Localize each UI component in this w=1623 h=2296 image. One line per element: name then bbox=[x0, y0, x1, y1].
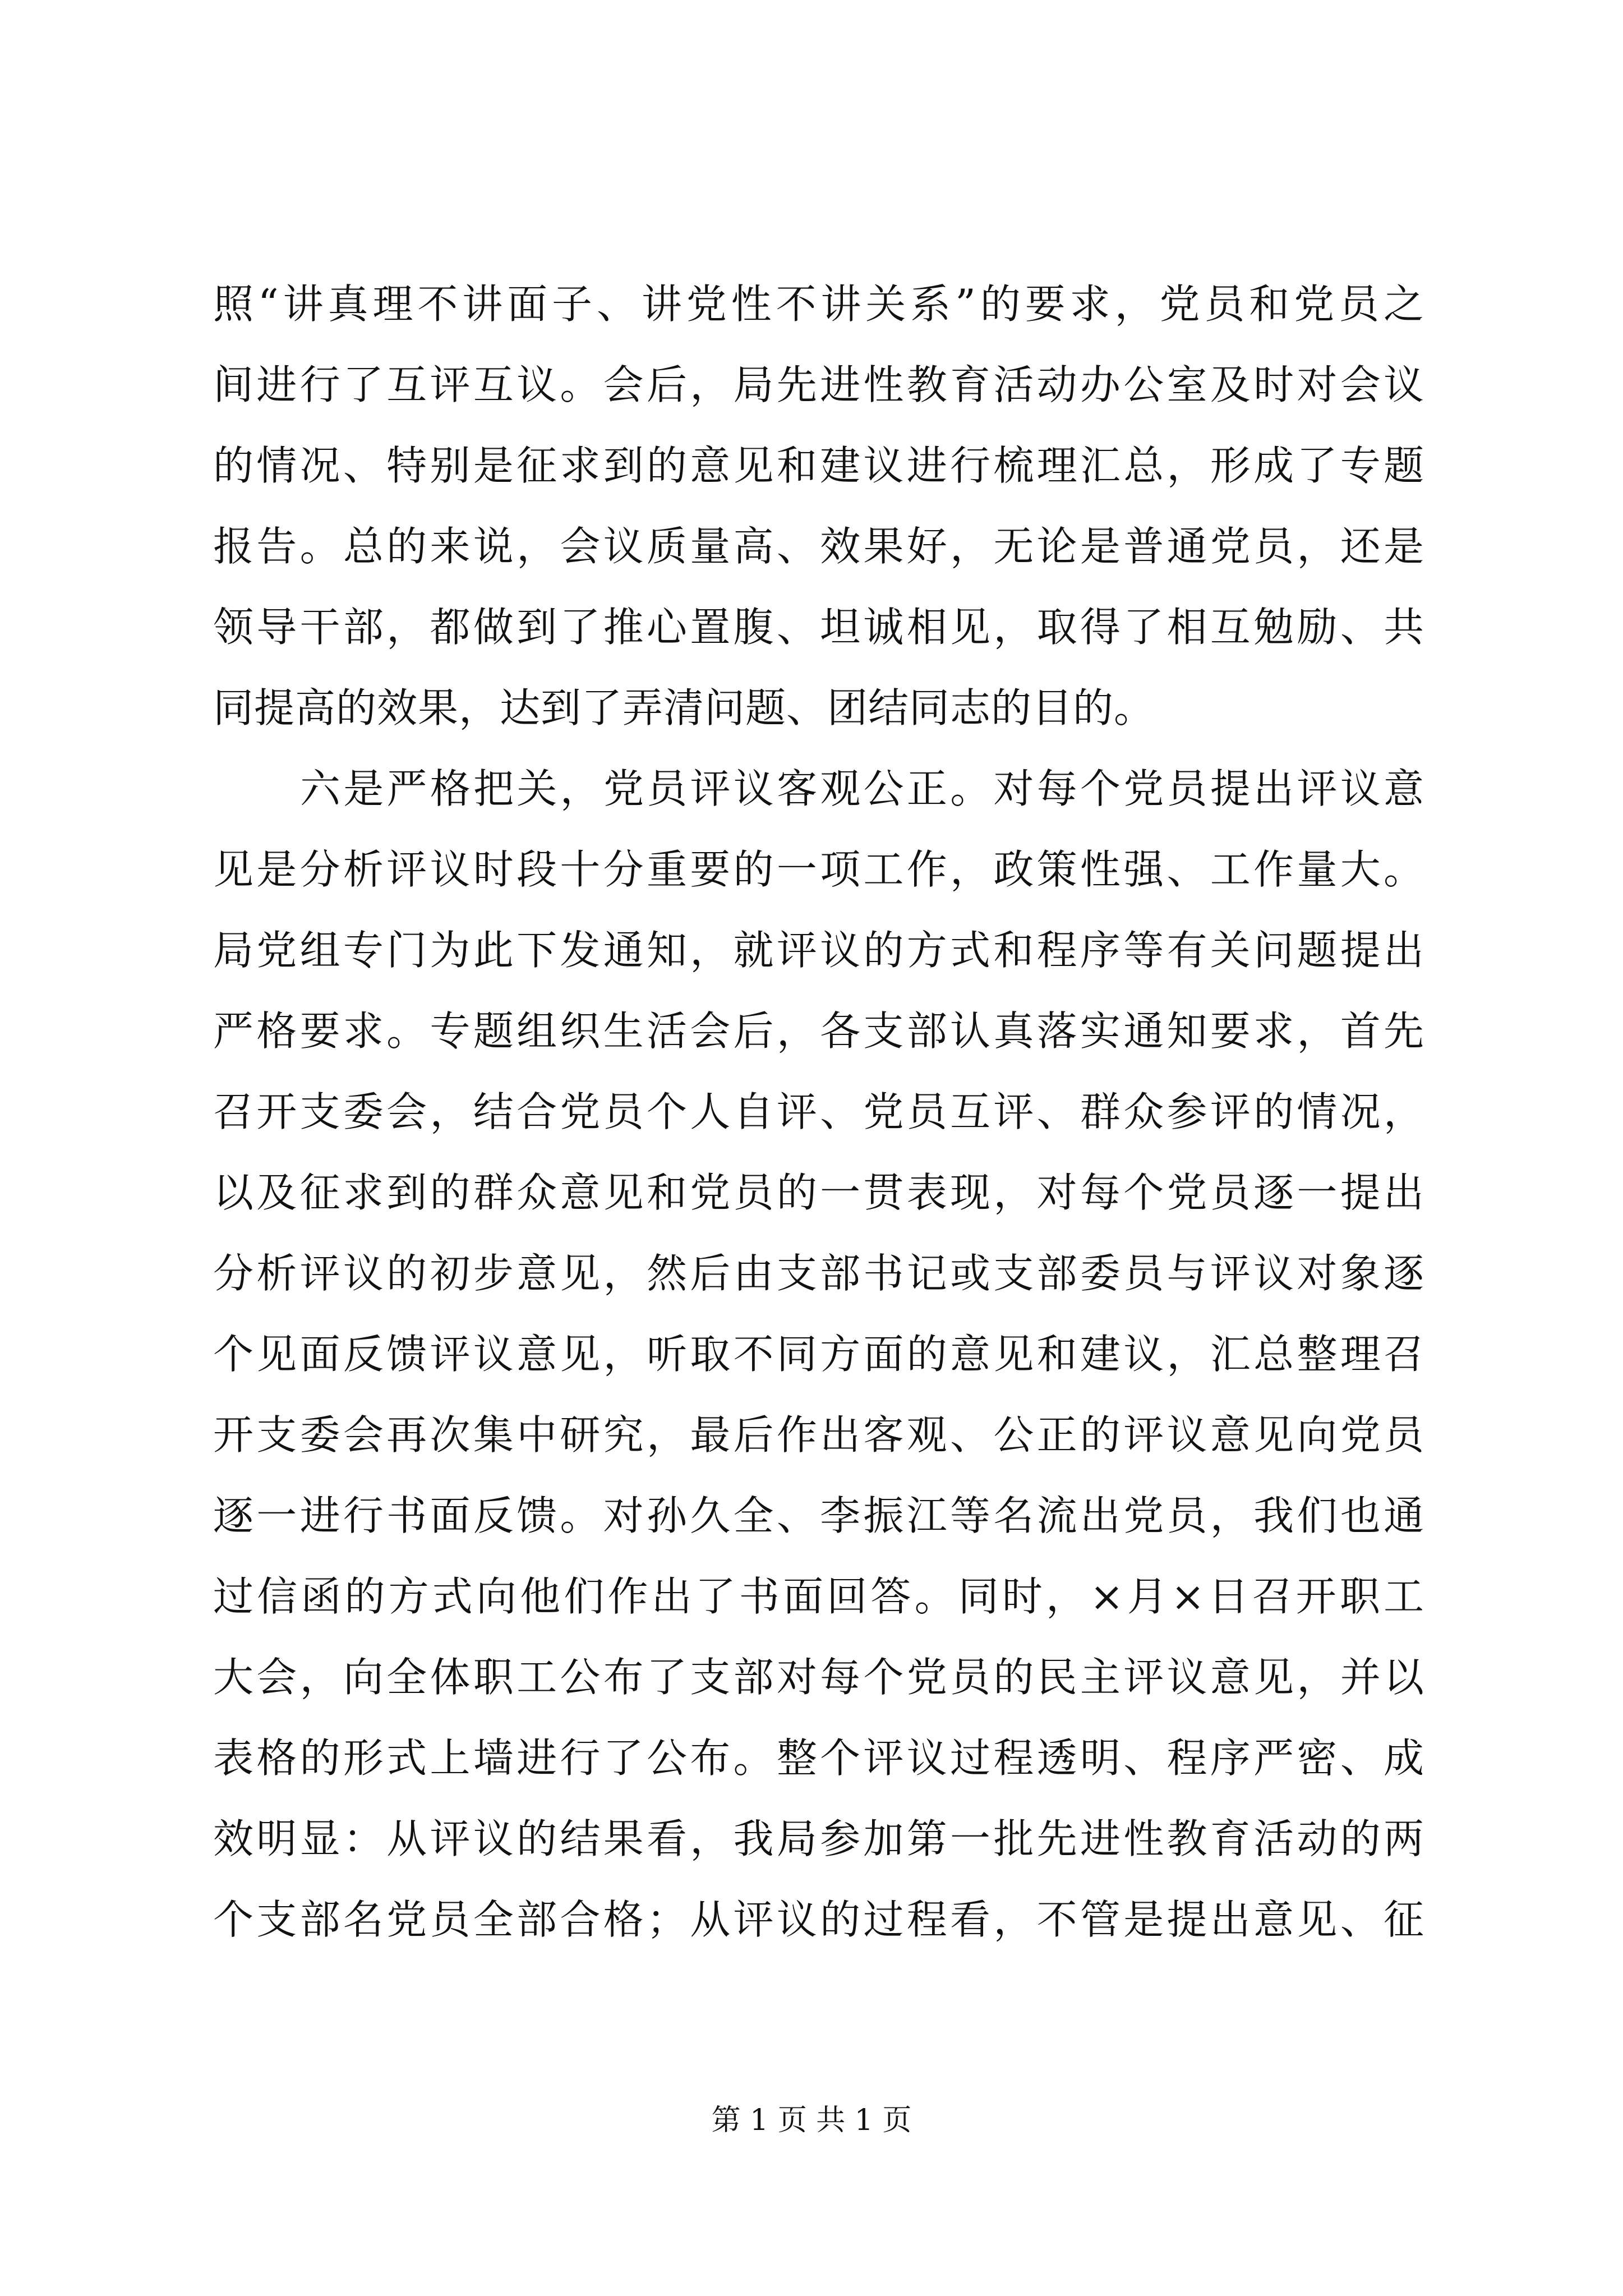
text-line: 过信函的方式向他们作出了书面回答。同时，×月×日召开职工 bbox=[213, 1573, 1424, 1620]
text-line: 局党组专门为此下发通知，就评议的方式和程序等有关问题提出 bbox=[213, 927, 1424, 974]
text-line: 同提高的效果，达到了弄清问题、团结同志的目的。 bbox=[213, 684, 1155, 731]
text-line: 严格要求。专题组织生活会后，各支部认真落实通知要求，首先 bbox=[213, 1007, 1424, 1055]
text-line: 个见面反馈评议意见，听取不同方面的意见和建议，汇总整理召 bbox=[213, 1331, 1424, 1378]
text-line: 报告。总的来说，会议质量高、效果好，无论是普通党员，还是 bbox=[213, 523, 1424, 570]
text-line: 效明显：从评议的结果看，我局参加第一批先进性教育活动的两 bbox=[213, 1815, 1424, 1862]
page-footer bbox=[0, 2101, 1623, 2140]
text-line: 个支部名党员全部合格；从评议的过程看，不管是提出意见、征 bbox=[213, 1896, 1424, 1943]
text-line: 以及征求到的群众意见和党员的一贯表现，对每个党员逐一提出 bbox=[213, 1169, 1424, 1216]
text-line: 逐一进行书面反馈。对孙久全、李振江等名流出党员，我们也通 bbox=[213, 1492, 1424, 1539]
text-line: 开支委会再次集中研究，最后作出客观、公正的评议意见向党员 bbox=[213, 1411, 1424, 1458]
text-line: 见是分析评议时段十分重要的一项工作，政策性强、工作量大。 bbox=[213, 846, 1424, 893]
text-line: 召开支委会，结合党员个人自评、党员互评、群众参评的情况， bbox=[213, 1088, 1424, 1135]
text-line: 表格的形式上墙进行了公布。整个评议过程透明、程序严密、成 bbox=[213, 1734, 1424, 1782]
text-line: 的情况、特别是征求到的意见和建议进行梳理汇总，形成了专题 bbox=[213, 442, 1424, 489]
text-line: 分析评议的初步意见，然后由支部书记或支部委员与评议对象逐 bbox=[213, 1250, 1424, 1297]
text-line: 大会，向全体职工公布了支部对每个党员的民主评议意见，并以 bbox=[213, 1654, 1424, 1701]
paragraph-2 bbox=[213, 748, 1424, 1960]
page-number: 第 1 页 共 1 页 bbox=[711, 2104, 912, 2137]
text-line: 六是严格把关，党员评议客观公正。对每个党员提出评议意 bbox=[300, 765, 1424, 812]
text-line: 领导干部，都做到了推心置腹、坦诚相见，取得了相互勉励、共 bbox=[213, 604, 1424, 651]
text-line: 间进行了互评互议。会后，局先进性教育活动办公室及时对会议 bbox=[213, 361, 1424, 408]
paragraph-1 bbox=[213, 264, 1424, 748]
text-line: 照“讲真理不讲面子、讲党性不讲关系”的要求，党员和党员之 bbox=[213, 280, 1424, 328]
body-text bbox=[213, 264, 1424, 1960]
